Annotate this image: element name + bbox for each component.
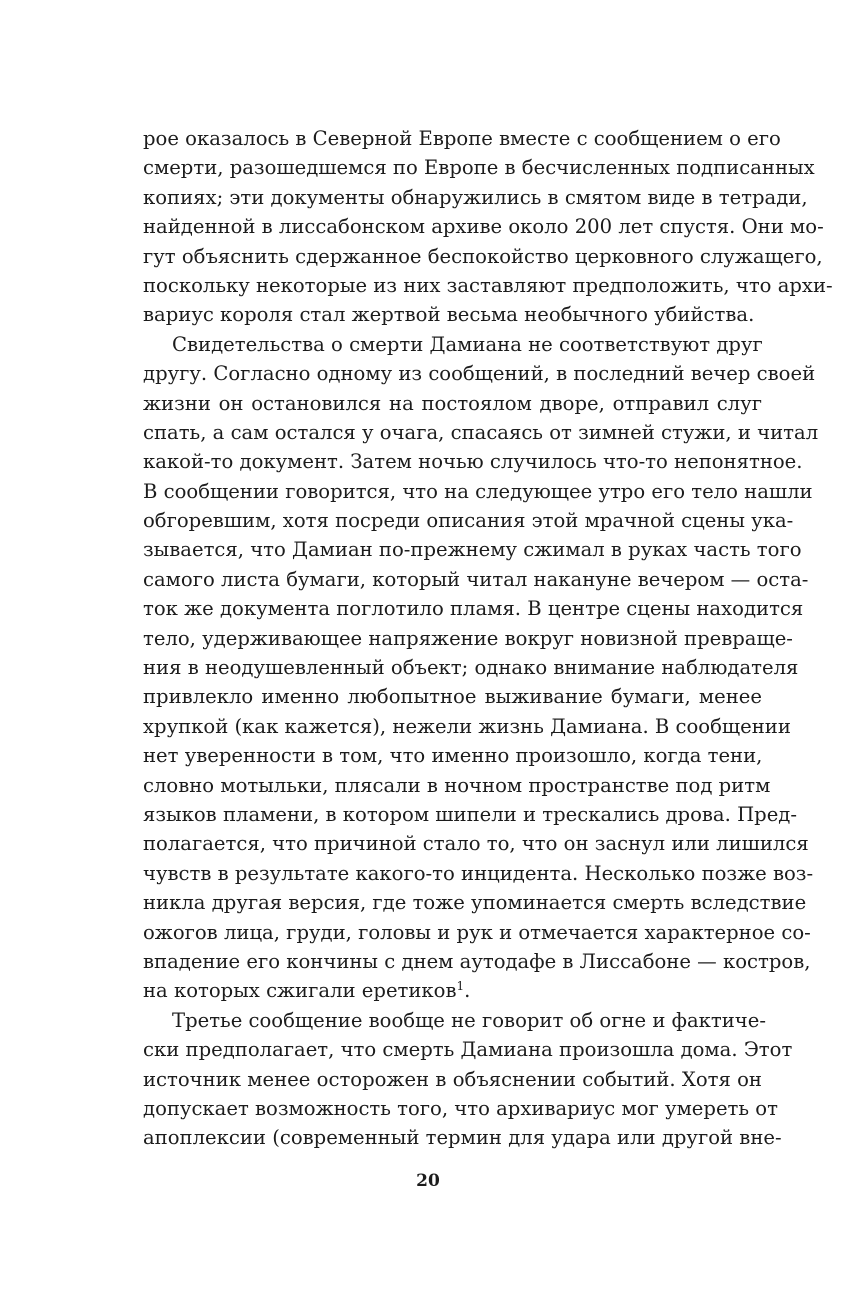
text-line: рое оказалось в Северной Европе вместе с сообщением о его [143,127,781,150]
text-line-punctuation: . [464,979,471,1003]
text-line: ожогов лица, груди, головы и рук и отмечается характерное со- [143,920,811,944]
text-line: хрупкой (как кажется), нежели жизнь Дамиана. В сообщении [143,714,791,738]
text-line: В сообщении говорится, что на следующее утро его тело нашли [143,479,813,503]
text-line [143,976,762,1005]
text-line: чувств в результате какого-то инцидента. Несколько позже воз- [143,861,814,885]
text-line: ток же документа поглотило пламя. В центре сцены находится [143,597,804,621]
text-line: впадение его кончины с днем аутодафе в Лиссабоне — костров, [143,949,811,973]
text-line: вариус короля стал жертвой весьма необычного убийства. [143,303,755,327]
text-line: жизни он остановился на постоялом дворе, отправил слуг [143,391,762,415]
text-line: другу. Согласно одному из сообщений, в последний вечер своей [143,362,816,386]
text-line: спать, а сам остался у очага, спасаясь от зимней стужи, и читал [143,420,819,444]
text-line: ски предполагает, что смерть Дамиана произошла дома. Этот [143,1038,793,1062]
footnote-marker[interactable]: 1 [456,979,465,994]
text-line: гут объяснить сдержанное беспокойство церковного служащего, [143,244,823,268]
text-line: источник менее осторожен в объяснении событий. Хотя он [143,1067,762,1091]
text-line: нет уверенности в том, что именно произошло, когда тени, [143,744,763,768]
text-line: языков пламени, в котором шипели и трескались дрова. Пред- [143,802,797,826]
text-line: апоплексии (современный термин для удара или другой вне- [143,1126,782,1150]
text-line-content: на которых сжигали еретиков [143,979,457,1003]
text-line: допускает возможность того, что архивариус мог умереть от [143,1096,778,1120]
text-line: какой-то документ. Затем ночью случилось что-то непонятное. [143,450,803,474]
text-line: никла другая версия, где тоже упоминается смерть вследствие [143,891,807,915]
text-line: найденной в лиссабонском архиве около 200 лет спустя. Они мо- [143,215,824,239]
text-line: Свидетельства о смерти Дамиана не соответствуют друг [172,332,763,356]
text-line: самого листа бумаги, который читал накануне вечером — оста- [143,567,809,591]
text-line: полагается, что причиной стало то, что он заснул или лишился [143,832,809,856]
text-line: поскольку некоторые из них заставляют предположить, что архи- [143,273,833,297]
body-text [143,124,833,1153]
text-line: обгоревшим, хотя посреди описания этой мрачной сцены ука- [143,509,794,533]
text-line: тело, удерживающее напряжение вокруг новизной превраще- [143,626,793,650]
text-line: копиях; эти документы обнаружились в смятом виде в тетради, [143,185,808,209]
text-line: смерти, разошедшемся по Европе в бесчисленных подписанных [143,156,815,180]
text-line: ния в неодушевленный объект; однако внимание наблюдателя [143,656,799,680]
text-line: привлекло именно любопытное выживание бумаги, менее [143,685,762,709]
page-number: 20 [416,1171,440,1191]
text-line: словно мотыльки, плясали в ночном пространстве под ритм [143,773,771,797]
text-line: зывается, что Дамиан по-прежнему сжимал в руках часть того [143,538,802,562]
text-line: Третье сообщение вообще не говорит об огне и фактиче- [172,1008,766,1032]
